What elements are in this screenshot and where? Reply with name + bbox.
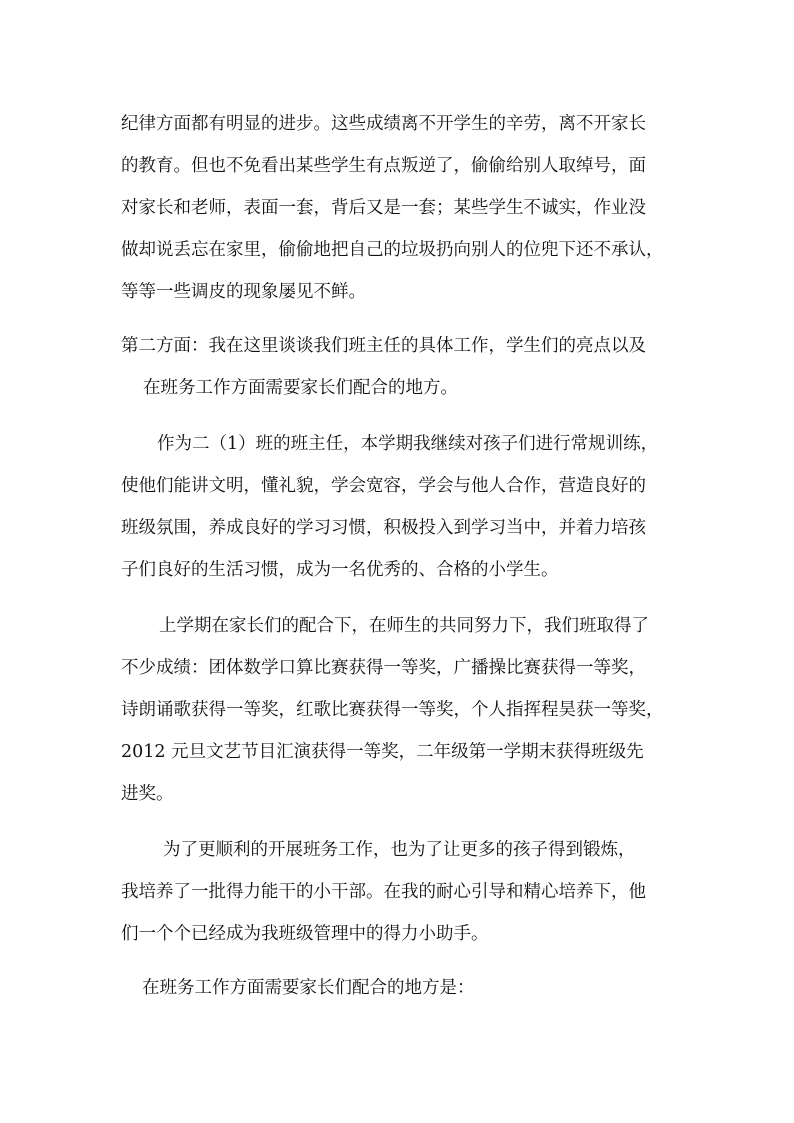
paragraph-line: 诗朗诵歌获得一等奖，红歌比赛获得一等奖，个人指挥程昊获一等奖， [121,700,664,720]
paragraph-line: 上学期在家长们的配合下，在师生的共同努力下，我们班取得了 [159,616,649,636]
paragraph-line: 做却说丢忘在家里，偷偷地把自己的垃圾扔向别人的位兜下还不承认， [121,240,664,260]
section-heading-line: 第二方面：我在这里谈谈我们班主任的具体工作，学生们的亮点以及 [121,336,646,356]
paragraph-line: 对家长和老师，表面一套，背后又是一套；某些学生不诚实，作业没 [121,198,646,218]
section-heading-line: 在班务工作方面需要家长们配合的地方。 [143,378,458,398]
paragraph-line: 子们良好的生活习惯，成为一名优秀的、合格的小学生。 [121,560,559,580]
paragraph-line: 等等一些调皮的现象屡见不鲜。 [121,282,366,302]
paragraph-line: 作为二（1）班的班主任，本学期我继续对孩子们进行常规训练， [157,434,659,454]
paragraph-line: 的教育。但也不免看出某些学生有点叛逆了，偷偷给别人取绰号，面 [121,156,646,176]
paragraph-line: 2012 元旦文艺节目汇演获得一等奖，二年级第一学期末获得班级先 [121,742,644,762]
paragraph-line: 我培养了一批得力能干的小干部。在我的耐心引导和精心培养下，他 [121,882,646,902]
paragraph-line: 进奖。 [121,784,174,804]
paragraph-line: 班级氛围，养成良好的学习习惯，积极投入到学习当中，并着力培孩 [121,518,646,538]
paragraph-line: 们一个个已经成为我班级管理中的得力小助手。 [121,924,489,944]
paragraph-line: 在班务工作方面需要家长们配合的地方是： [142,978,475,998]
paragraph-line: 纪律方面都有明显的进步。这些成绩离不开学生的辛劳，离不开家长 [121,114,646,134]
paragraph-line: 不少成绩：团体数学口算比赛获得一等奖，广播操比赛获得一等奖， [121,658,646,678]
paragraph-line: 为了更顺利的开展班务工作，也为了让更多的孩子得到锻炼， [163,840,636,860]
paragraph-line: 使他们能讲文明，懂礼貌，学会宽容，学会与他人合作，营造良好的 [121,476,646,496]
